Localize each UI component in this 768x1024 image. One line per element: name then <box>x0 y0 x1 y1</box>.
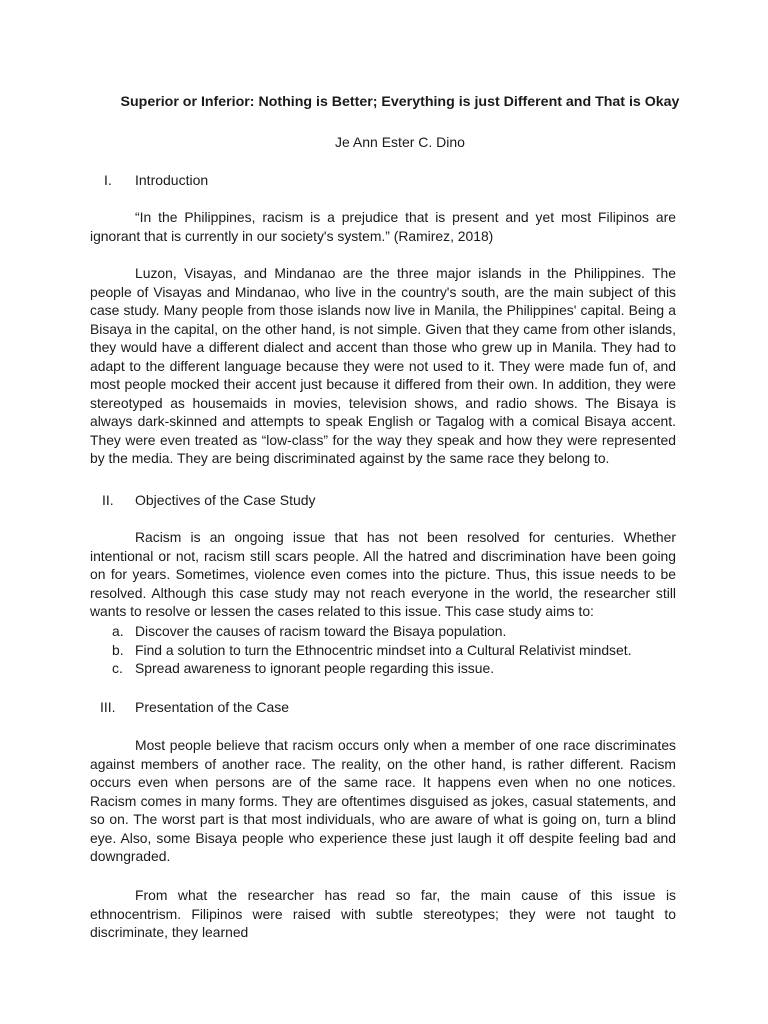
list-item <box>90 622 676 641</box>
objectives-list <box>90 622 676 678</box>
section-number: III. <box>100 699 116 715</box>
document-title: Superior or Inferior: Nothing is Better; Everything is just Different and That is Okay <box>120 94 680 110</box>
document-author: Je Ann Ester C. Dino <box>335 134 465 150</box>
list-item <box>90 641 676 660</box>
presentation-paragraph-2: From what the researcher has read so far, the main cause of this issue is ethnocentrism. Filipinos were raised with subtle stereotypes; they were not taught to discriminate, they learned <box>90 887 676 940</box>
section-number: I. <box>104 172 112 188</box>
presentation-paragraph-1: Most people believe that racism occurs only when a member of one race discriminates against members of another race. The reality, on the other hand, is rather different. Racism occurs even when persons are of the same race. It happens even when no one notices. Racism comes in many forms. They are oftentimes disguised as jokes, casual statements, and so on. The worst part is that most individuals, who are aware of what is going on, turn a blind eye. Also, some Bisaya people who experience these just laugh it off despite feeling bad and downgraded. <box>90 737 676 864</box>
list-item-text: Discover the causes of racism toward the Bisaya population. <box>135 623 507 639</box>
intro-body-paragraph: Luzon, Visayas, and Mindanao are the three major islands in the Philippines. The people of Visayas and Mindanao, who live in the country's south, are the main subject of this case study. Many people from those islands now live in Manila, the Philippines' capital. Being a Bisaya in the capital, on the other hand, is not simple. Given that they came from other islands, they would have a different dialect and accent than those who grew up in Manila. They had to adapt to the different language because they were not used to it. They were made fun of, and most people mocked their accent just because it differed from their own. In addition, they were stereotyped as housemaids in movies, television shows, and radio shows. The Bisaya is always dark-skinned and attempts to speak English or Tagalog with a comical Bisaya accent. They were even treated as “low-class” for the way they speak and how they were represented by the media. They are being discriminated against by the same race they belong to. <box>90 265 676 466</box>
objectives-paragraph: Racism is an ongoing issue that has not been resolved for centuries. Whether intentional or not, racism still scars people. All the hatred and discrimination have been going on for years. Sometimes, violence even comes into the picture. Thus, this issue needs to be resolved. Although this case study may not reach everyone in the world, the researcher still wants to resolve or lessen the cases related to this issue. This case study aims to: <box>90 529 676 619</box>
intro-quote-paragraph: “In the Philippines, racism is a prejudice that is present and yet most Filipinos are ignorant that is currently in our society's system.” (Ramirez, 2018) <box>90 209 676 244</box>
section-heading-text: Presentation of the Case <box>135 699 290 715</box>
section-heading-text: Introduction <box>135 172 209 188</box>
list-marker: b. <box>112 641 124 658</box>
list-item-text: Spread awareness to ignorant people regarding this issue. <box>135 660 495 676</box>
list-item-text: Find a solution to turn the Ethnocentric mindset into a Cultural Relativist mindset. <box>135 641 632 658</box>
section-number: II. <box>102 492 114 508</box>
list-item <box>90 659 676 678</box>
section-heading-text: Objectives of the Case Study <box>135 492 316 508</box>
list-marker: a. <box>112 623 124 639</box>
list-marker: c. <box>112 660 123 676</box>
